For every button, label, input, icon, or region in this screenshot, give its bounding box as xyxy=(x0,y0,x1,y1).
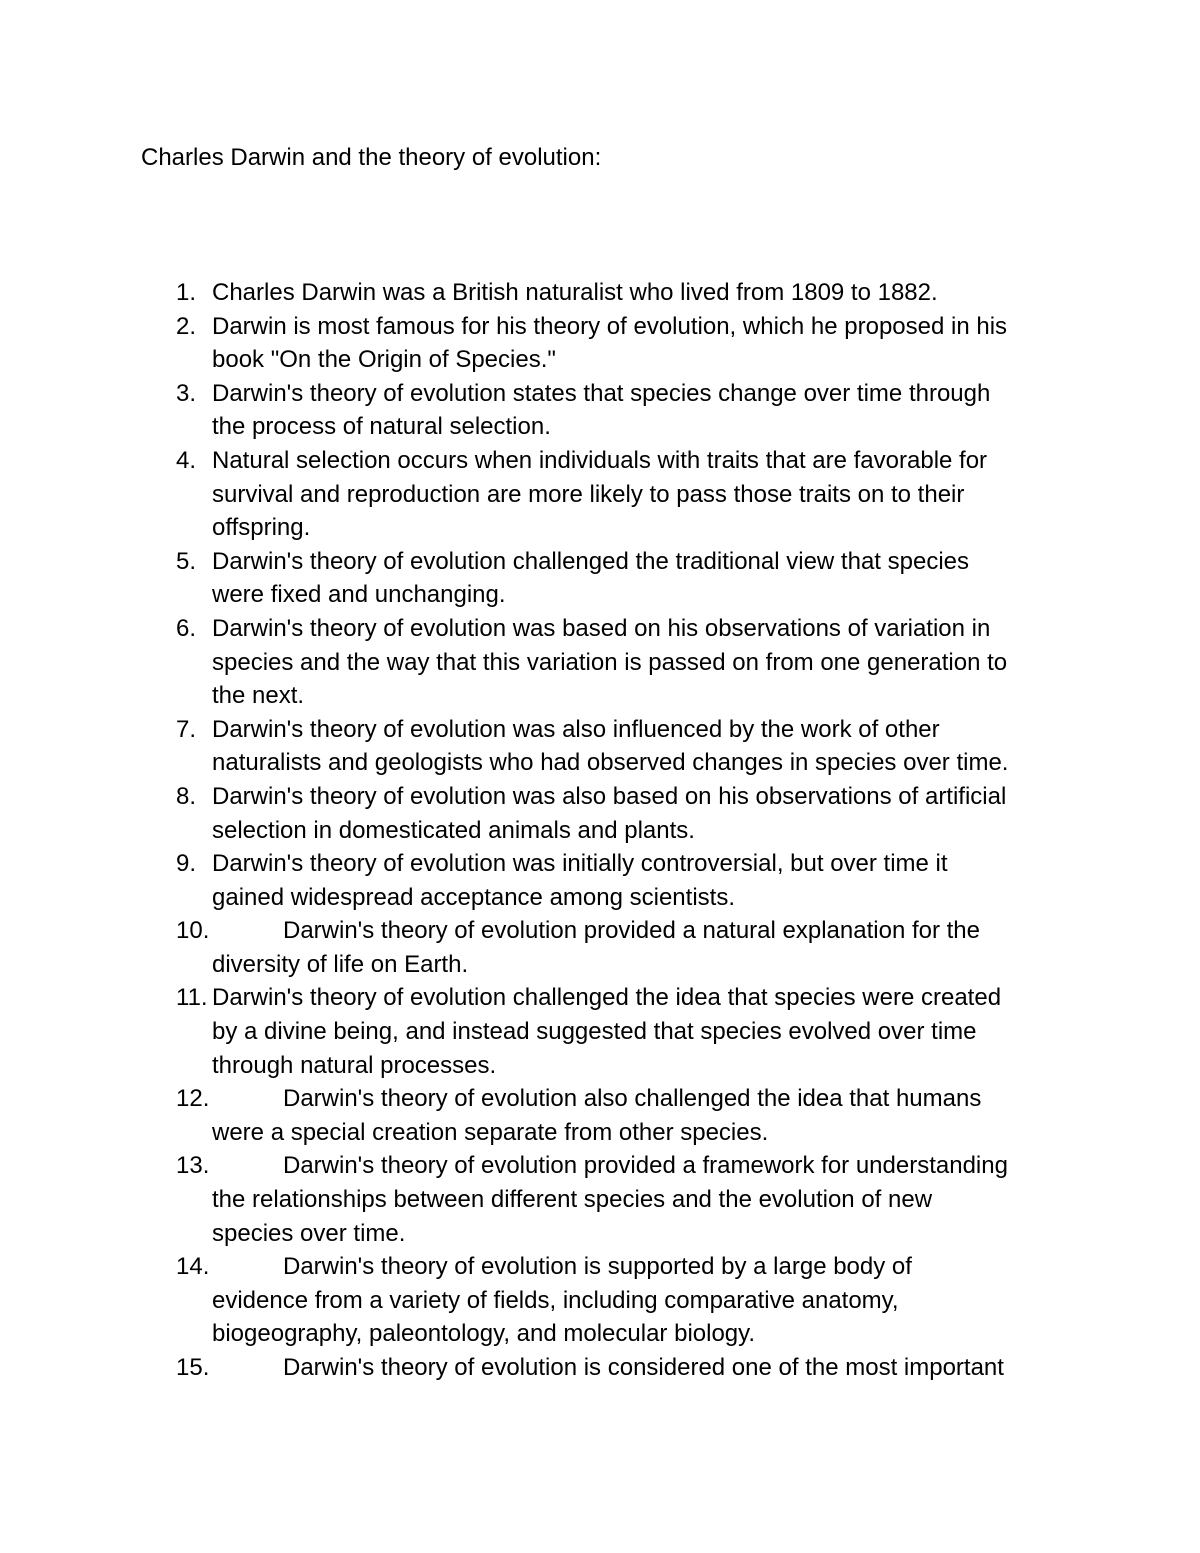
list-item-text: Darwin's theory of evolution states that species change over time through xyxy=(212,379,991,407)
list-item-text: by a divine being, and instead suggested that species evolved over time xyxy=(212,1018,977,1046)
list-item xyxy=(0,780,1200,847)
list-item xyxy=(0,310,1200,377)
list-item-text: Darwin's theory of evolution was also influenced by the work of other xyxy=(212,715,940,743)
list-item-text: species over time. xyxy=(212,1219,406,1247)
list-item-number: 15. xyxy=(176,1354,210,1381)
list-item xyxy=(0,377,1200,444)
list-item-text: naturalists and geologists who had observed changes in species over time. xyxy=(212,749,1009,777)
list-item-text: Darwin's theory of evolution challenged the idea that species were created xyxy=(212,984,1002,1012)
list-item-number: 9. xyxy=(176,850,197,878)
list-item-text: Darwin's theory of evolution was based on his observations of variation in xyxy=(212,614,991,642)
list-item xyxy=(0,1250,1200,1351)
list-item-text: Darwin's theory of evolution challenged the traditional view that species xyxy=(212,547,970,575)
list-item-text: Darwin is most famous for his theory of evolution, which he proposed in his xyxy=(212,312,1008,340)
list-item-text: gained widespread acceptance among scientists. xyxy=(212,883,735,911)
list-item-text: the relationships between different species and the evolution of new xyxy=(212,1186,933,1214)
list-item-number: 12. xyxy=(176,1085,210,1113)
list-item-number: 2. xyxy=(176,312,197,340)
list-item xyxy=(0,914,1200,981)
list-item-text: were fixed and unchanging. xyxy=(212,581,506,609)
list-item-text: Darwin's theory of evolution was initially controversial, but over time it xyxy=(212,850,948,878)
list-item-number: 8. xyxy=(176,782,197,810)
list-item xyxy=(0,981,1200,1082)
list-item-text: biogeography, paleontology, and molecular biology. xyxy=(212,1320,756,1348)
list-item xyxy=(0,847,1200,914)
list-item-number: 1. xyxy=(176,279,197,306)
list-item-text: through natural processes. xyxy=(212,1051,497,1079)
list-item xyxy=(0,545,1200,612)
numbered-list xyxy=(0,276,1200,1385)
list-item-text: Darwin's theory of evolution also challenged the idea that humans xyxy=(283,1085,982,1113)
list-item-number: 13. xyxy=(176,1152,210,1180)
list-item xyxy=(0,612,1200,713)
list-item xyxy=(0,276,1200,310)
list-item-text: the next. xyxy=(212,682,305,710)
list-item-number: 11. xyxy=(176,984,208,1012)
list-item-text: survival and reproduction are more likely to pass those traits on to their xyxy=(212,480,965,508)
list-item-text: Charles Darwin was a British naturalist who lived from 1809 to 1882. xyxy=(212,279,938,306)
list-item-number: 10. xyxy=(176,917,210,945)
list-item-text: Darwin's theory of evolution was also based on his observations of artificial xyxy=(212,782,1007,810)
list-item-text: offspring. xyxy=(212,514,311,542)
list-item-number: 4. xyxy=(176,446,197,474)
list-item-text: Natural selection occurs when individuals with traits that are favorable for xyxy=(212,446,988,474)
list-item-number: 6. xyxy=(176,614,197,642)
list-item-number: 3. xyxy=(176,379,197,407)
list-item-text: Darwin's theory of evolution is considered one of the most important xyxy=(283,1354,1004,1381)
document-title: Charles Darwin and the theory of evolution: xyxy=(141,144,602,171)
list-item-number: 5. xyxy=(176,547,197,575)
list-item-text: Darwin's theory of evolution provided a natural explanation for the xyxy=(283,917,980,945)
list-item xyxy=(0,1351,1200,1385)
list-item-number: 7. xyxy=(176,715,197,743)
list-item xyxy=(0,713,1200,780)
list-item-text: evidence from a variety of fields, including comparative anatomy, xyxy=(212,1286,899,1314)
list-item xyxy=(0,1149,1200,1250)
list-item-text: the process of natural selection. xyxy=(212,413,551,441)
list-item-text: were a special creation separate from other species. xyxy=(212,1118,769,1146)
list-item-number: 14. xyxy=(176,1253,210,1281)
list-item-text: Darwin's theory of evolution is supported by a large body of xyxy=(283,1253,912,1281)
list-item-text: Darwin's theory of evolution provided a framework for understanding xyxy=(283,1152,1008,1180)
list-item-text: book "On the Origin of Species." xyxy=(212,346,556,374)
list-item-text: species and the way that this variation is passed on from one generation to xyxy=(212,648,1008,676)
list-item-text: selection in domesticated animals and plants. xyxy=(212,816,695,844)
list-item xyxy=(0,444,1200,545)
list-item-text: diversity of life on Earth. xyxy=(212,950,469,978)
list-item xyxy=(0,1082,1200,1149)
